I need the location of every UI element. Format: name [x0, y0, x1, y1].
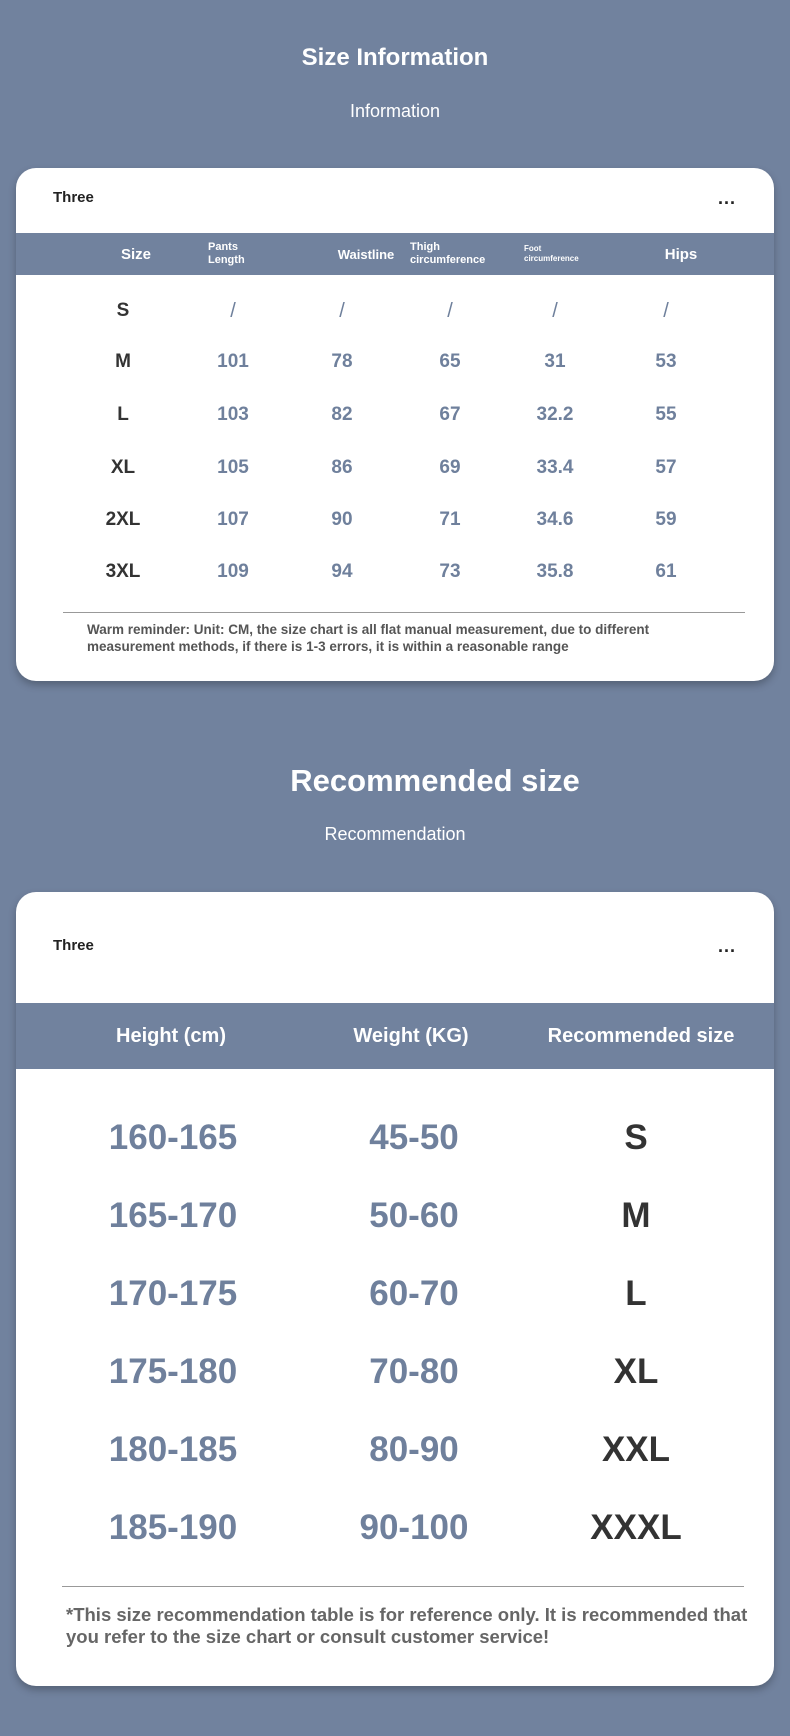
- card-label: Three: [53, 189, 94, 206]
- hips-cell: /: [663, 300, 669, 322]
- size-cell: 3XL: [105, 561, 141, 582]
- header-thigh: [410, 233, 520, 275]
- foot-cell: 33.4: [536, 457, 574, 478]
- size-cell: L: [625, 1274, 647, 1313]
- header-foot: [524, 233, 614, 275]
- divider: [62, 1586, 744, 1587]
- waistline-cell: 78: [331, 351, 353, 372]
- header-recommended-size: [521, 1003, 761, 1069]
- size-cell: M: [115, 351, 131, 372]
- weight-cell: 60-70: [369, 1274, 459, 1313]
- header-size: [76, 233, 196, 275]
- size-cell: L: [117, 404, 129, 425]
- weight-cell: 70-80: [369, 1352, 459, 1391]
- size-chart-card: [16, 168, 774, 681]
- table-row: [16, 351, 774, 381]
- foot-cell: 34.6: [536, 509, 574, 530]
- thigh-cell: 67: [439, 404, 461, 425]
- size-cell: XXXL: [590, 1508, 682, 1547]
- header-waistline: [306, 233, 426, 275]
- waistline-cell: 94: [331, 561, 353, 582]
- size-info-subtitle: Information: [349, 101, 441, 121]
- height-cell: 170-175: [108, 1274, 238, 1313]
- waistline-cell: 86: [331, 457, 353, 478]
- table-row: [16, 1274, 774, 1318]
- size-cell: 2XL: [105, 509, 141, 530]
- size-cell: XL: [110, 457, 136, 478]
- table-row: [16, 509, 774, 539]
- foot-cell: 32.2: [536, 404, 574, 425]
- warm-reminder-note: Warm reminder: Unit: CM, the size chart is all flat manual measurement, due to different measurement methods, if there is 1-3 errors, it is within a reasonable range: [87, 622, 650, 654]
- waistline-cell: /: [339, 300, 345, 322]
- thigh-cell: 71: [439, 509, 461, 530]
- hips-cell: 57: [655, 457, 677, 478]
- weight-cell: 90-100: [359, 1508, 469, 1547]
- table-row: [16, 1430, 774, 1474]
- pants-length-cell: /: [230, 300, 236, 322]
- table-row: [16, 300, 774, 330]
- table-row: [16, 1508, 774, 1552]
- table-row: [16, 404, 774, 434]
- foot-cell: 31: [544, 351, 566, 372]
- header-thigh-label: Thigh circumference: [410, 241, 486, 266]
- recommend-table-header: [16, 1003, 774, 1069]
- more-menu-icon[interactable]: ...: [717, 936, 736, 956]
- pants-length-cell: 105: [217, 457, 249, 478]
- header-pants-length-label: Pants Length: [208, 241, 245, 266]
- height-cell: 165-170: [108, 1196, 238, 1235]
- thigh-cell: /: [447, 300, 453, 322]
- weight-cell: 80-90: [369, 1430, 459, 1469]
- weight-cell: 45-50: [369, 1118, 459, 1157]
- hips-cell: 55: [655, 404, 677, 425]
- recommend-subtitle: Recommendation: [324, 824, 466, 844]
- table-row: [16, 457, 774, 487]
- height-cell: 185-190: [108, 1508, 238, 1547]
- foot-cell: /: [552, 300, 558, 322]
- header-height: [66, 1003, 276, 1069]
- table-row: [16, 1352, 774, 1396]
- thigh-cell: 69: [439, 457, 461, 478]
- size-table-header: [16, 233, 774, 275]
- thigh-cell: 73: [439, 561, 461, 582]
- recommend-note: *This size recommendation table is for reference only. It is recommended that you refer to the size chart or consult customer service!: [66, 1604, 748, 1647]
- height-cell: 175-180: [108, 1352, 238, 1391]
- size-cell: M: [621, 1196, 651, 1235]
- header-hips: [621, 233, 741, 275]
- header-recommended-size-label: Recommended size: [547, 1024, 735, 1047]
- header-height-label: Height (cm): [116, 1024, 226, 1047]
- header-pants-length: [208, 233, 298, 275]
- size-info-title: Size Information: [301, 44, 489, 71]
- table-row: [16, 1196, 774, 1240]
- pants-length-cell: 109: [217, 561, 249, 582]
- divider: [63, 612, 745, 613]
- table-row: [16, 561, 774, 591]
- more-menu-icon[interactable]: ...: [717, 188, 736, 208]
- recommend-card: [16, 892, 774, 1686]
- size-cell: S: [624, 1118, 648, 1157]
- pants-length-cell: 101: [217, 351, 249, 372]
- size-cell: XL: [613, 1352, 659, 1391]
- header-weight-label: Weight (KG): [353, 1024, 469, 1047]
- pants-length-cell: 103: [217, 404, 249, 425]
- height-cell: 160-165: [108, 1118, 238, 1157]
- card-label: Three: [53, 937, 94, 954]
- size-cell: XXL: [601, 1430, 671, 1469]
- header-size-label: Size: [120, 245, 151, 263]
- header-foot-label: Foot circumference: [524, 244, 579, 263]
- header-waistline-label: Waistline: [337, 246, 395, 262]
- hips-cell: 53: [655, 351, 677, 372]
- header-weight: [306, 1003, 516, 1069]
- table-row: [16, 1118, 774, 1162]
- hips-cell: 59: [655, 509, 677, 530]
- waistline-cell: 90: [331, 509, 353, 530]
- header-hips-label: Hips: [664, 245, 698, 263]
- weight-cell: 50-60: [369, 1196, 459, 1235]
- thigh-cell: 65: [439, 351, 461, 372]
- waistline-cell: 82: [331, 404, 353, 425]
- size-cell: S: [116, 300, 130, 321]
- pants-length-cell: 107: [217, 509, 249, 530]
- recommend-title: Recommended size: [290, 763, 580, 798]
- foot-cell: 35.8: [536, 561, 574, 582]
- height-cell: 180-185: [108, 1430, 238, 1469]
- hips-cell: 61: [655, 561, 677, 582]
